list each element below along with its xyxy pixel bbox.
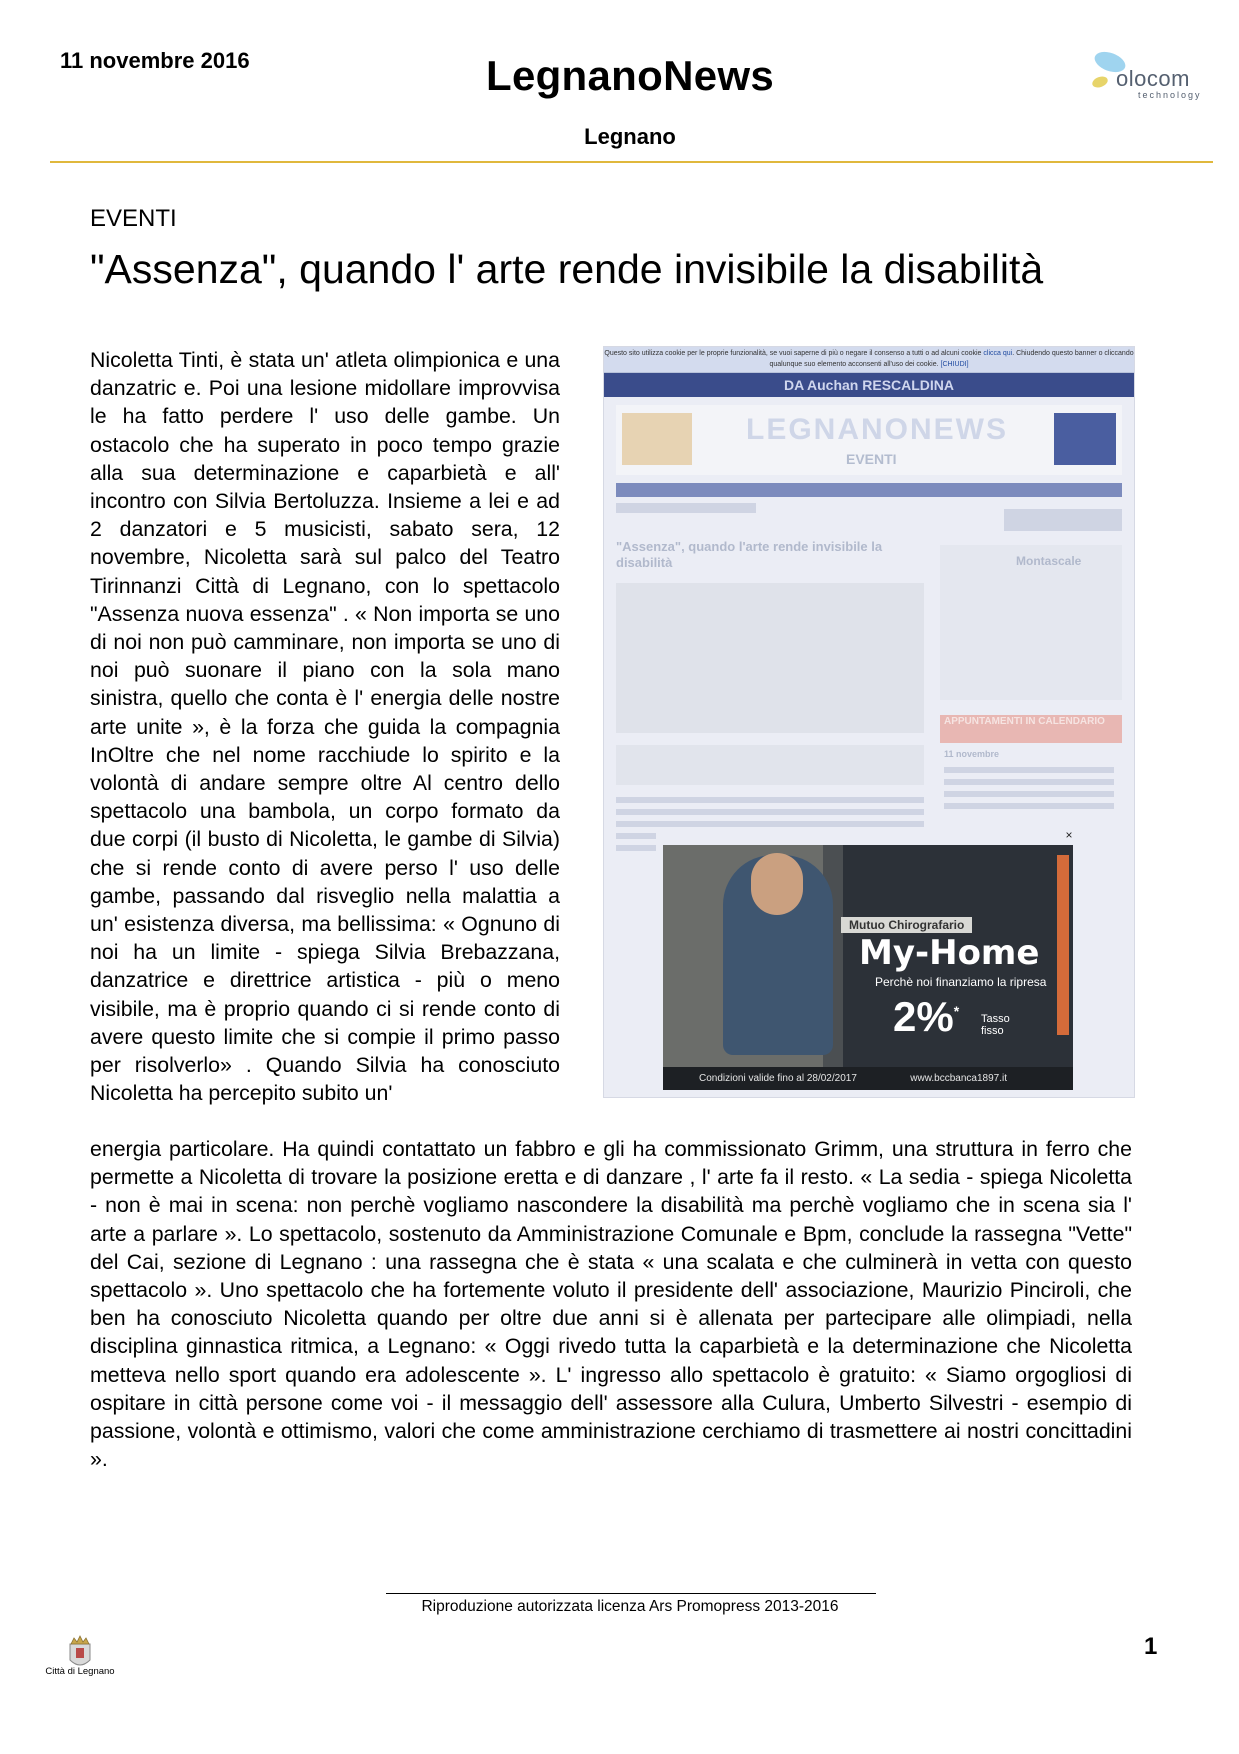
header-badge (1054, 413, 1116, 465)
text-line (944, 791, 1114, 797)
text-line (616, 833, 656, 839)
calendar-heading: APPUNTAMENTI IN CALENDARIO (944, 716, 1105, 727)
article-body-continued: energia particolare. Ha quindi contattato un fabbro e gli ha commissionato Grimm, una struttura in ferro che permette a Nicoletta di trovare la posizione eretta e di danzare , l' arte fa il resto. « La sedia - spiega Nicoletta - non è mai in scena: non perchè vogliamo nascondere la disabilità ma perchè vogliamo che in scena sia l' arte a parlare ». Lo spettacolo, sostenuto da Amministrazione Comunale e Bpm, conclude la rassegna "Vette" del Cai, sezione di Legnano : una rassegna che è stata « una scalata e che culminerà in vetta con questo spettacolo ». Uno spettacolo che ha fortemente voluto il presidente dell' associazione, Maurizio Pinciroli, che ben ha conosciuto Nicoletta quando per oltre due anni si è allenata per partecipare alle olimpiadi, nella disciplina ginnastica ritmica, a Legnano: « Oggi rivedo tutta la caparbietà e la determinazione che Nicoletta metteva nello sport quando era adolescente ». L' ingresso allo spettacolo è gratuito: « Siamo orgogliosi di ospitare in città persone come voi - il messaggio dell' assessore alla Culura, Umberto Silvestri - esempio di passione, volontà e ottimismo, valori che come amministrazione cerchiamo di trasmettere ai nostri concittadini ». (90, 1137, 1132, 1472)
calendar-date: 11 novembre (944, 749, 1000, 759)
ad-tagline: Perchè noi finanziamo la ripresa (875, 975, 1047, 989)
license-footer: Riproduzione autorizzata licenza Ars Promopress 2013-2016 (421, 1598, 839, 1615)
document-date: 11 novembre 2016 (60, 48, 250, 73)
calendar-heading-bar (940, 715, 1122, 743)
cookie-text-2: . Chiudendo questo banner o cliccando qualunque suo elemento acconsenti all'uso dei cookie. (769, 350, 1134, 368)
text-line (944, 767, 1114, 773)
ad-conditions: Condizioni valide fino al 28/02/2017 (699, 1073, 857, 1084)
ad-person-head (751, 853, 803, 915)
embedded-article-title: "Assenza", quando l'arte rende invisibile la disabilità (616, 539, 883, 570)
footer-divider (386, 1593, 876, 1594)
bcc-banner (1004, 509, 1122, 531)
site-section: EVENTI (846, 451, 897, 467)
ad-side-ribbon (1057, 855, 1069, 1035)
site-nav-bar (616, 483, 1122, 497)
site-wordmark: LEGNANONEWS (746, 413, 1008, 446)
header-image (622, 413, 692, 465)
breadcrumb-bar (616, 503, 756, 513)
crest-label: Città di Legnano (45, 1666, 115, 1677)
cookie-link[interactable]: clicca qui (983, 350, 1013, 357)
logo-subtitle: technology (1138, 90, 1202, 100)
header-divider (50, 161, 1213, 163)
cookie-text: Questo sito utilizza cookie per le proprie funzionalità, se vuoi saperne di più o negare il consenso a tutti o ad alcuni cookie (604, 350, 982, 357)
article-body-column: Nicoletta Tinti, è stata un' atleta olimpionica e una danzatric e. Poi una lesione midollare improvvisa le ha fatto perdere l' uso delle gambe. Un ostacolo che ha superato in poco tempo grazie alla sua determinazione e caparbietà e all' incontro con Silvia Bertoluzza. Insieme a lei e ad 2 danzatori e 5 musicisti, sabato sera, 12 novembre, Nicoletta sarà sul palco del Teatro Tirinnanzi Città di Legnano, con lo spettacolo "Assenza nuova essenza" . « Non importa se uno di noi non può camminare, non importa se uno di noi può suonare il piano con la sola mano sinistra, quello che conta è l' energia delle nostre arte unite », è la forza che guida la compagnia InOltre che nel nome racchiude lo spirito e la volontà di andare sempre oltre Al centro dello spettacolo una bambola, un corpo formato da due corpi (il busto di Nicoletta, le gambe di Silvia) che si rende conto di avere perso l' uso delle gambe, passando dal risveglio nella malattia a un' esistenza diversa, ma bellissima: « Ognuno di noi ha un limite - spiega Silvia Brebazzana, danzatrice e direttrice artistica - più o meno visibile, ma è proprio quando ci si rende conto di avere questo limite che si compie il primo passo per risolverlo» . Quando Silvia ha conosciuto Nicoletta ha percepito subito un' (90, 348, 560, 1106)
text-line (616, 797, 924, 803)
ad-brand: My-Home (859, 933, 1040, 973)
ad-rate-value: 2% (893, 993, 954, 1040)
ad-rate-label: Tasso fisso (981, 1013, 1010, 1037)
cookie-banner (604, 347, 1134, 373)
my-home-advertisement[interactable] (663, 845, 1073, 1090)
text-line (616, 809, 924, 815)
ad-rate-note: * (953, 1003, 960, 1019)
volocom-logo (1082, 48, 1222, 104)
text-line (616, 821, 924, 827)
logo-wordmark: olocom (1116, 66, 1190, 91)
text-line (944, 779, 1114, 785)
ad-strip (616, 745, 924, 785)
article-title: "Assenza", quando l' arte rende invisibile la disabilità (90, 246, 1044, 292)
masthead-title: LegnanoNews (485, 52, 774, 99)
ad-close-icon[interactable]: × (1065, 828, 1073, 842)
text-line (944, 803, 1114, 809)
text-line (616, 845, 656, 851)
ad-footer (663, 1067, 1073, 1090)
page-number: 1 (1144, 1633, 1158, 1660)
city-subtitle: Legnano (584, 124, 676, 149)
ad-url[interactable]: www.bccbanca1897.it (910, 1073, 1007, 1084)
cookie-close-link[interactable]: [CHIUDI] (940, 361, 969, 368)
section-label: EVENTI (90, 205, 177, 232)
article-photo (616, 583, 924, 733)
sidebar-ad (940, 545, 1122, 700)
site-header (616, 405, 1122, 475)
sidebar-place: Montascale (1016, 554, 1082, 568)
ad-label: Mutuo Chirografario (841, 917, 972, 933)
top-banner: DA Auchan RESCALDINA (604, 373, 1134, 397)
ad-rate (893, 993, 959, 1041)
